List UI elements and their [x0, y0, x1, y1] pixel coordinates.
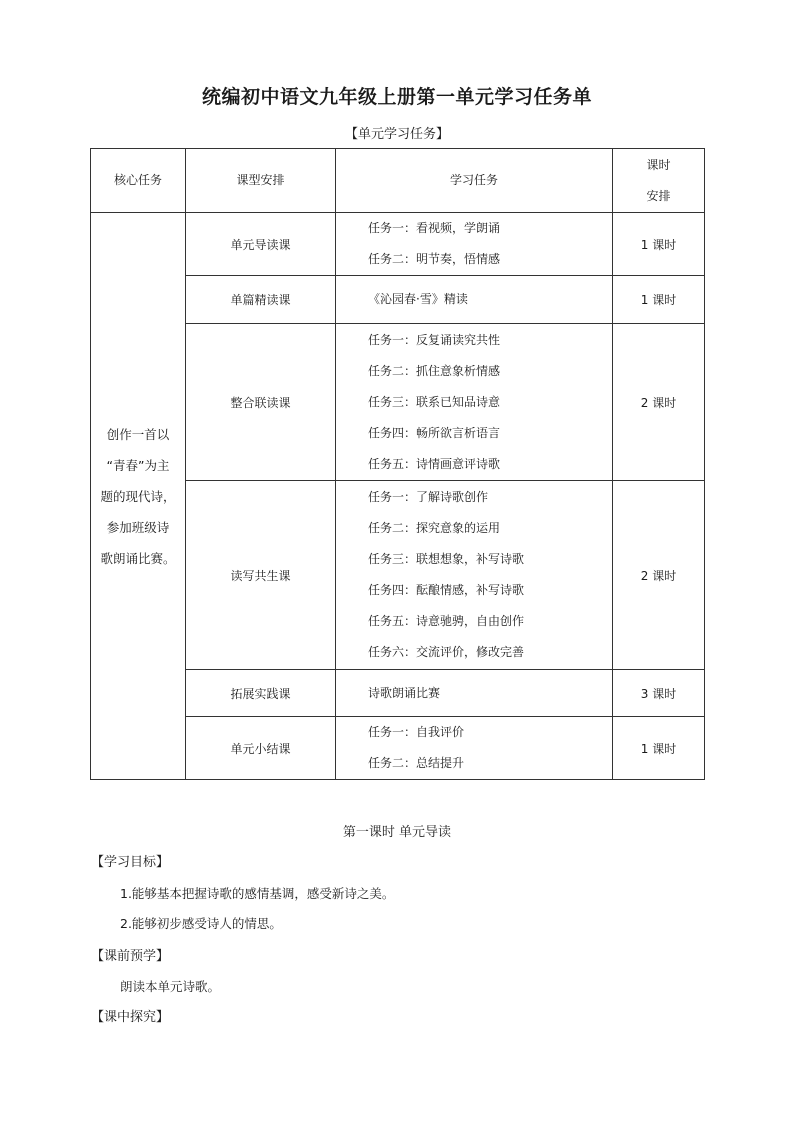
preview-heading: 【课前预学】	[91, 949, 170, 964]
study-tasks-cell	[336, 276, 613, 324]
class-hours-cell: 2 课时	[613, 481, 705, 670]
core-task-line: 题的现代诗，	[100, 488, 176, 504]
study-tasks-cell	[336, 670, 613, 717]
course-type-cell: 单元小结课	[186, 717, 336, 780]
class-hours-cell: 1 课时	[613, 276, 705, 324]
task-line: 任务三：联系已知品诗意	[368, 394, 501, 409]
course-type-cell: 读写共生课	[186, 481, 336, 670]
task-line: 任务一：了解诗歌创作	[368, 490, 489, 504]
table-caption: 【单元学习任务】	[344, 127, 449, 142]
course-type-cell: 整合联读课	[186, 324, 336, 481]
task-line: 任务四：畅所欲言析语言	[368, 425, 501, 440]
course-type-cell: 单篇精读课	[186, 276, 336, 324]
core-task-line: “青春”为主	[106, 457, 170, 473]
header-study-tasks: 学习任务	[336, 149, 613, 213]
task-line: 任务二：明节奏，悟情感	[368, 252, 501, 266]
class-hours-cell: 1 课时	[613, 717, 705, 780]
objective-item: 2.能够初步感受诗人的情思。	[120, 916, 282, 931]
task-line: 任务六：交流评价，修改完善	[368, 645, 525, 659]
objective-item: 1.能够基本把握诗歌的感情基调，感受新诗之美。	[120, 886, 395, 901]
core-task-line: 参加班级诗	[106, 519, 170, 535]
unit-task-table	[90, 148, 705, 780]
course-type-cell: 单元导读课	[186, 213, 336, 276]
header-core-task: 核心任务	[91, 149, 186, 213]
table-header-row	[91, 149, 705, 213]
task-line: 诗歌朗诵比赛	[368, 685, 441, 700]
objectives-heading: 【学习目标】	[91, 855, 170, 870]
explore-heading: 【课中探究】	[91, 1010, 170, 1025]
header-class-hours	[613, 149, 705, 213]
preview-text: 朗读本单元诗歌。	[120, 979, 221, 994]
study-tasks-cell	[336, 324, 613, 481]
core-task-line: 创作一首以	[106, 426, 170, 442]
lesson-title: 第一课时 单元导读	[342, 825, 452, 840]
document-title: 统编初中语文九年级上册第一单元学习任务单	[201, 86, 592, 108]
header-hours-line1: 课时	[646, 157, 671, 172]
task-line: 《沁园春·雪》精读	[368, 292, 468, 306]
class-hours-cell: 3 课时	[613, 670, 705, 717]
task-line: 任务五：诗意驰骋，自由创作	[368, 614, 525, 628]
core-task-line: 歌朗诵比赛。	[100, 550, 176, 566]
header-hours-line2: 安排	[646, 188, 671, 203]
task-line: 任务二：总结提升	[368, 756, 465, 770]
task-line: 任务五：诗情画意评诗歌	[368, 456, 501, 471]
study-tasks-cell	[336, 213, 613, 276]
study-tasks-cell	[336, 717, 613, 780]
task-line: 任务三：联想想象，补写诗歌	[368, 552, 525, 566]
course-type-cell: 拓展实践课	[186, 670, 336, 717]
task-line: 任务一：看视频，学朗诵	[368, 221, 501, 235]
class-hours-cell: 2 课时	[613, 324, 705, 481]
table-row	[91, 213, 705, 276]
core-task-cell	[91, 213, 186, 780]
study-tasks-cell	[336, 481, 613, 670]
task-line: 任务一：自我评价	[368, 725, 465, 739]
header-course-type: 课型安排	[186, 149, 336, 213]
task-line: 任务四：酝酿情感，补写诗歌	[368, 583, 525, 597]
class-hours-cell: 1 课时	[613, 213, 705, 276]
task-line: 任务一：反复诵读究共性	[368, 332, 501, 347]
task-line: 任务二：探究意象的运用	[368, 521, 501, 535]
task-line: 任务二：抓住意象析情感	[368, 363, 501, 378]
